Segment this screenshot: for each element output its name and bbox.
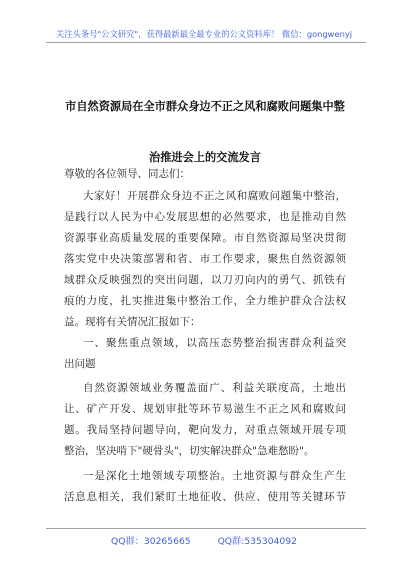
paragraph-line: 让、矿产开发、规划审批等环节易滋生不正之风和腐败问	[64, 403, 346, 415]
paragraph-line: 落实党中央决策部署和省、市工作要求，聚焦自然资源领	[64, 253, 346, 265]
paragraph-line: 域群众反映强烈的突出问题，以刀刃向内的勇气、抓铁有	[64, 274, 346, 286]
section-heading-line: 一、聚焦重点领域，以高压态势整治损害群众利益突	[83, 337, 346, 349]
paragraph-line: 自然资源领域业务覆盖面广、利益关联度高，土地出	[83, 382, 346, 394]
paragraph-line: 一是深化土地领域专项整治。土地资源与群众生产生	[83, 470, 346, 482]
paragraph-line: 资源事业高质量发展的重要保障。市自然资源局坚决贯彻	[64, 232, 346, 244]
footer-qq-group-2: QQ群:535304092	[217, 536, 297, 547]
paragraph-line: 题。我局坚持问题导向，靶向发力，对重点领域开展专项	[64, 424, 346, 436]
paragraph-line: 大家好！开展群众身边不正之风和腐败问题集中整治，	[83, 190, 346, 202]
salutation: 尊敬的各位领导、同志们：	[64, 168, 190, 180]
document-title-line-2: 治推进会上的交流发言	[149, 151, 261, 164]
header-banner: 关注头条号"公文研究"，获得最新最全最专业的公文资料库！ 微信：gongwenyj	[55, 29, 353, 39]
footer-qq-group-1: QQ群：30265665	[111, 536, 191, 547]
paragraph-line: 是践行以人民为中心发展思想的必然要求，也是推动自然	[64, 211, 346, 223]
paragraph-line: 痕的力度，扎实推进集中整治工作，全力维护群众合法权	[64, 295, 346, 307]
paragraph-line: 活息息相关，我们紧盯土地征收、供应、使用等关键环节	[64, 491, 346, 503]
header-divider	[46, 42, 366, 43]
paragraph-line: 整治，坚决啃下"硬骨头"，切实解决群众"急难愁盼"。	[64, 445, 315, 457]
paragraph-line: 益。现将有关情况汇报如下：	[64, 316, 201, 328]
document-title-line-1: 市自然资源局在全市群众身边不正之风和腐败问题集中整	[65, 100, 345, 113]
section-heading-line: 出问题	[64, 358, 96, 370]
footer-divider	[46, 528, 366, 529]
footer	[0, 533, 408, 547]
